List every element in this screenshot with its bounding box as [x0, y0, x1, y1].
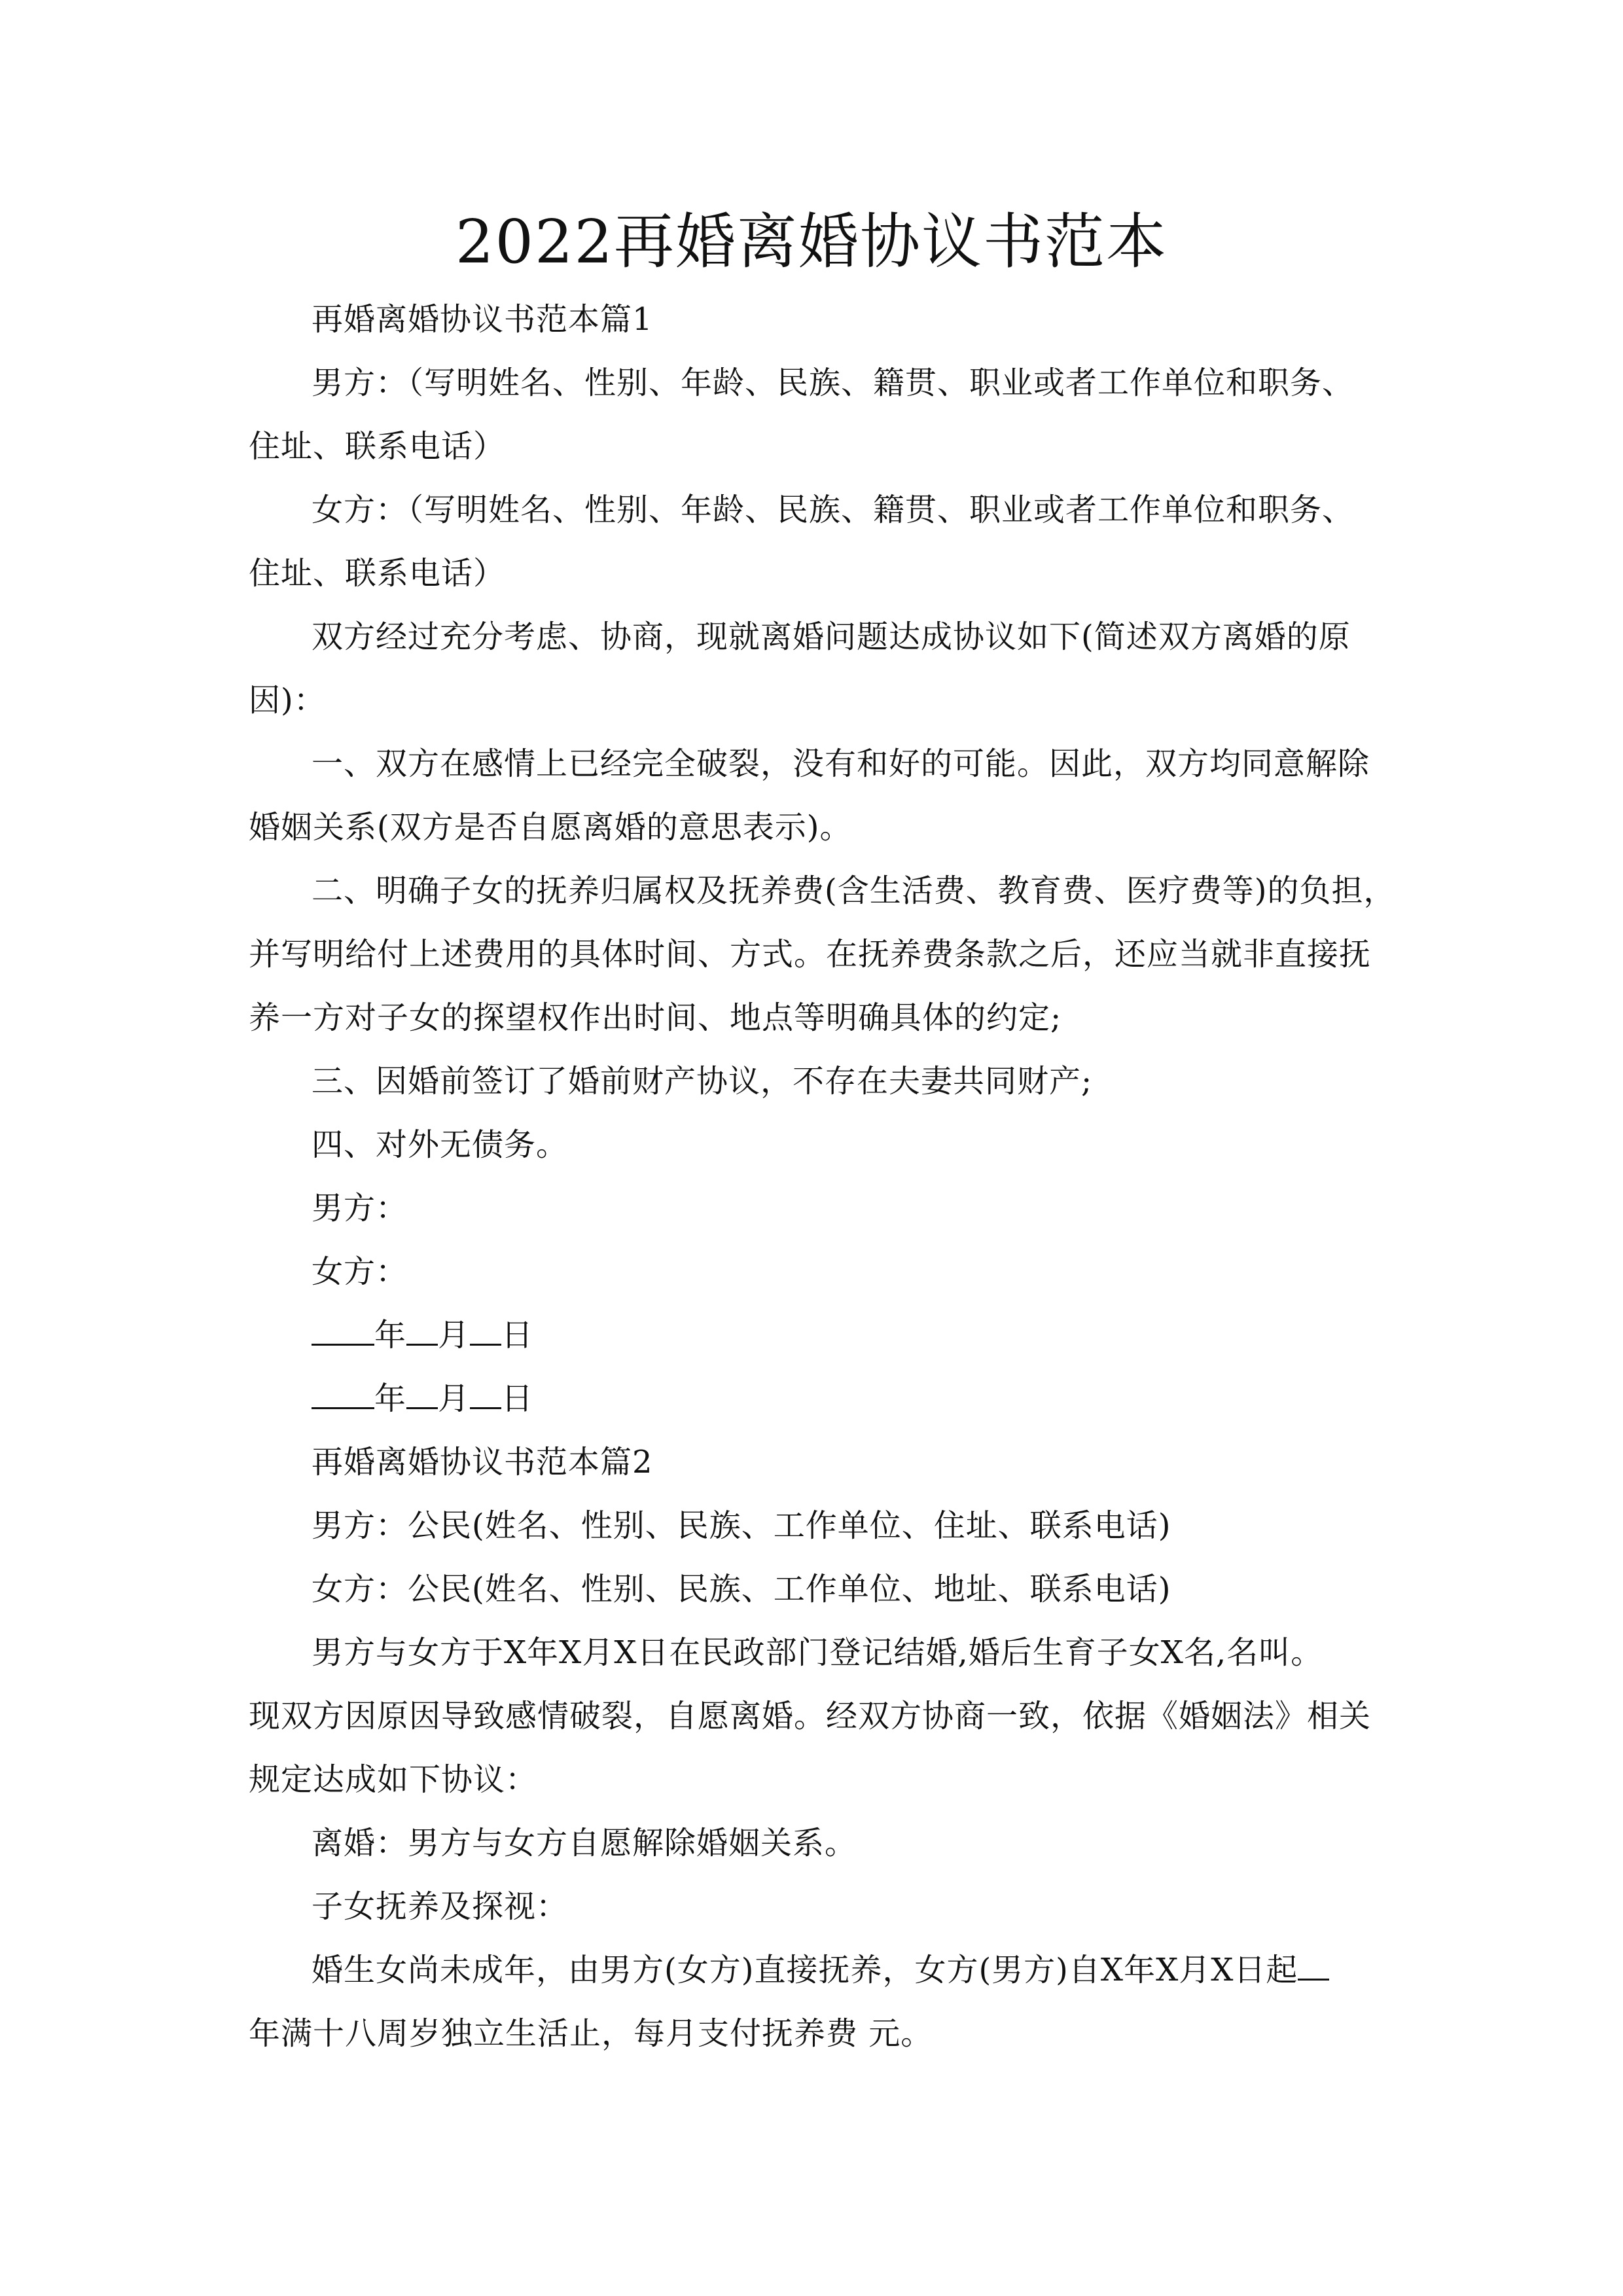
paragraph-line: 子女抚养及探视：	[312, 1888, 569, 1925]
date-line	[249, 1367, 1400, 1431]
paragraph-line: 一、双方在感情上已经完全破裂，没有和好的可能。因此，双方均同意解除	[312, 745, 1370, 782]
year-blank	[312, 1378, 374, 1409]
month-blank	[406, 1378, 438, 1409]
paragraph-line: 四、对外无债务。	[312, 1126, 569, 1163]
paragraph-line: 双方经过充分考虑、协商，现就离婚问题达成协议如下(简述双方离婚的原	[312, 619, 1351, 655]
month-label: 月	[438, 1380, 471, 1417]
fill-blank	[1298, 1950, 1329, 1981]
paragraph-line: 因)：	[249, 682, 326, 719]
paragraph-line: 三、因婚前签订了婚前财产协议，不存在夫妻共同财产;	[312, 1063, 1093, 1100]
day-blank	[470, 1378, 501, 1409]
day-label: 日	[501, 1380, 534, 1417]
paragraph-line: 住址、联系电话）	[249, 555, 506, 592]
paragraph-line: 婚姻关系(双方是否自愿离婚的意思表示)。	[249, 809, 852, 846]
date-line	[249, 1304, 1400, 1367]
paragraph-line: 养一方对子女的探望权作出时间、地点等明确具体的约定;	[249, 999, 1062, 1036]
paragraph-line	[249, 1939, 1400, 2002]
document-title: 2022再婚离婚协议书范本	[455, 207, 1168, 277]
year-label: 年	[374, 1317, 407, 1354]
paragraph-line: 女方：公民(姓名、性别、民族、工作单位、地址、联系电话)	[312, 1571, 1171, 1607]
signature-label-female: 女方：	[312, 1253, 408, 1290]
paragraph-line: 男方：公民(姓名、性别、民族、工作单位、住址、联系电话)	[312, 1507, 1171, 1544]
day-label: 日	[501, 1317, 534, 1354]
paragraph-line: 离婚：男方与女方自愿解除婚姻关系。	[312, 1825, 857, 1861]
section-heading: 再婚离婚协议书范本篇1	[312, 301, 653, 338]
signature-label-male: 男方：	[312, 1190, 408, 1227]
paragraph-line: 二、明确子女的抚养归属权及抚养费(含生活费、教育费、医疗费等)的负担，	[312, 872, 1396, 909]
paragraph-line: 男方：（写明姓名、性别、年龄、民族、籍贯、职业或者工作单位和职务、	[312, 365, 1355, 401]
paragraph-line: 规定达成如下协议：	[249, 1761, 538, 1798]
paragraph-line: 现双方因原因导致感情破裂，自愿离婚。经双方协商一致，依据《婚姻法》相关	[249, 1698, 1372, 1734]
paragraph-line: 年满十八周岁独立生活止，每月支付抚养费 元。	[249, 2015, 933, 2052]
paragraph-line: 并写明给付上述费用的具体时间、方式。在抚养费条款之后，还应当就非直接抚	[249, 936, 1372, 973]
paragraph-line: 男方与女方于X年X月X日在民政部门登记结婚,婚后生育子女X名,名叫。	[312, 1634, 1323, 1671]
paragraph-line: 女方：（写明姓名、性别、年龄、民族、籍贯、职业或者工作单位和职务、	[312, 492, 1355, 528]
day-blank	[470, 1315, 501, 1346]
paragraph-text: 婚生女尚未成年，由男方(女方)直接抚养，女方(男方)自X年X月X日起	[312, 1952, 1298, 1988]
month-label: 月	[438, 1317, 471, 1354]
paragraph-line: 住址、联系电话）	[249, 428, 506, 465]
year-blank	[312, 1315, 374, 1346]
section-heading: 再婚离婚协议书范本篇2	[312, 1444, 653, 1480]
month-blank	[406, 1315, 438, 1346]
document-body	[249, 288, 1400, 2066]
year-label: 年	[374, 1380, 407, 1417]
